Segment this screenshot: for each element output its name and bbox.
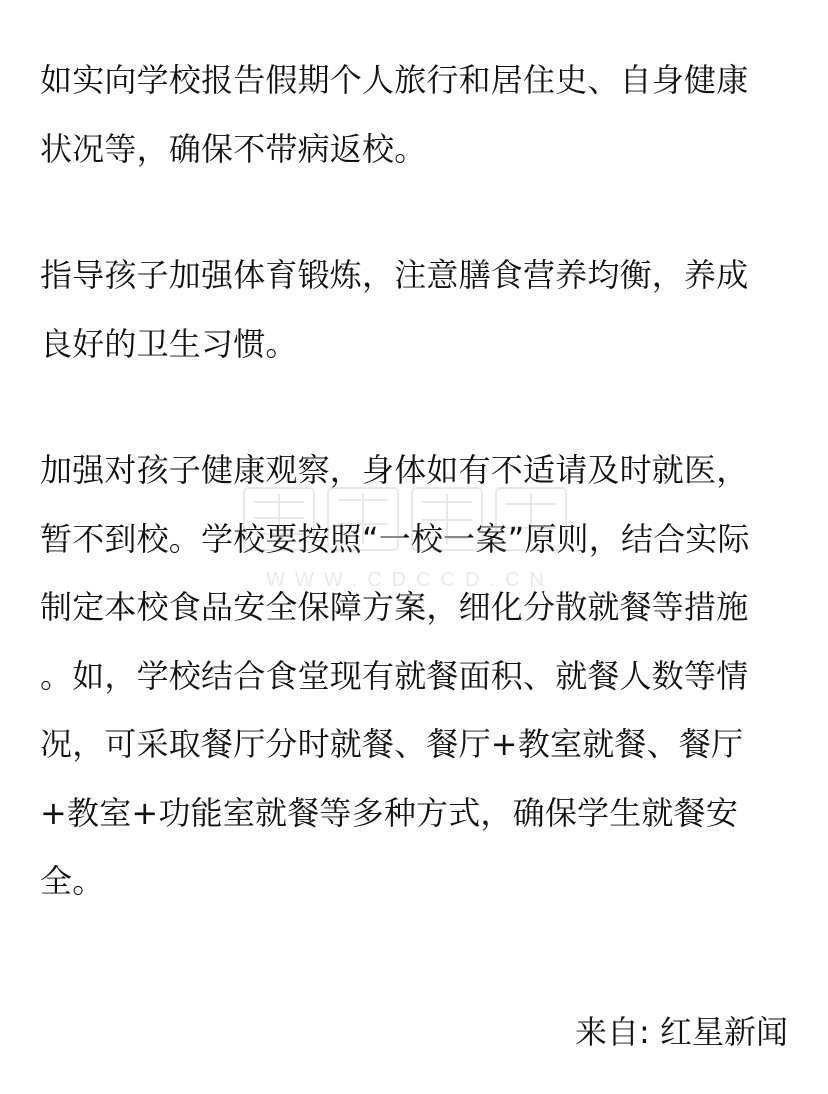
paragraph-3-line-4: 。如，学校结合食堂现有就餐面积、就餐人数等情 xyxy=(40,657,749,695)
paragraph-3-line-2: 暂不到校。学校要按照“一校一案”原则，结合实际 xyxy=(40,520,750,558)
paragraph-1-line-2: 状况等，确保不带病返校。 xyxy=(40,130,427,168)
paragraph-3-line-1: 加强对孩子健康观察，身体如有不适请及时就医， xyxy=(40,451,749,489)
paragraph-2-line-2: 良好的卫生习惯。 xyxy=(40,325,298,363)
paragraph-2-line-1: 指导孩子加强体育锻炼，注意膳食营养均衡，养成 xyxy=(40,256,749,294)
source-credit: 来自: 红星新闻 xyxy=(575,1013,788,1051)
paragraph-3-line-5: 况，可采取餐厅分时就餐、餐厅+教室就餐、餐厅 xyxy=(40,725,744,763)
paragraph-1-line-1: 如实向学校报告假期个人旅行和居住史、自身健康 xyxy=(40,61,749,99)
watermark-url: WWW.CDCCD.CN xyxy=(266,569,554,591)
paragraph-3-line-3: 制定本校食品安全保障方案，细化分散就餐等措施 xyxy=(40,588,749,626)
paragraph-3-line-6: +教室+功能室就餐等多种方式，确保学生就餐安 xyxy=(40,794,739,832)
paragraph-3-line-7: 全。 xyxy=(40,862,105,900)
